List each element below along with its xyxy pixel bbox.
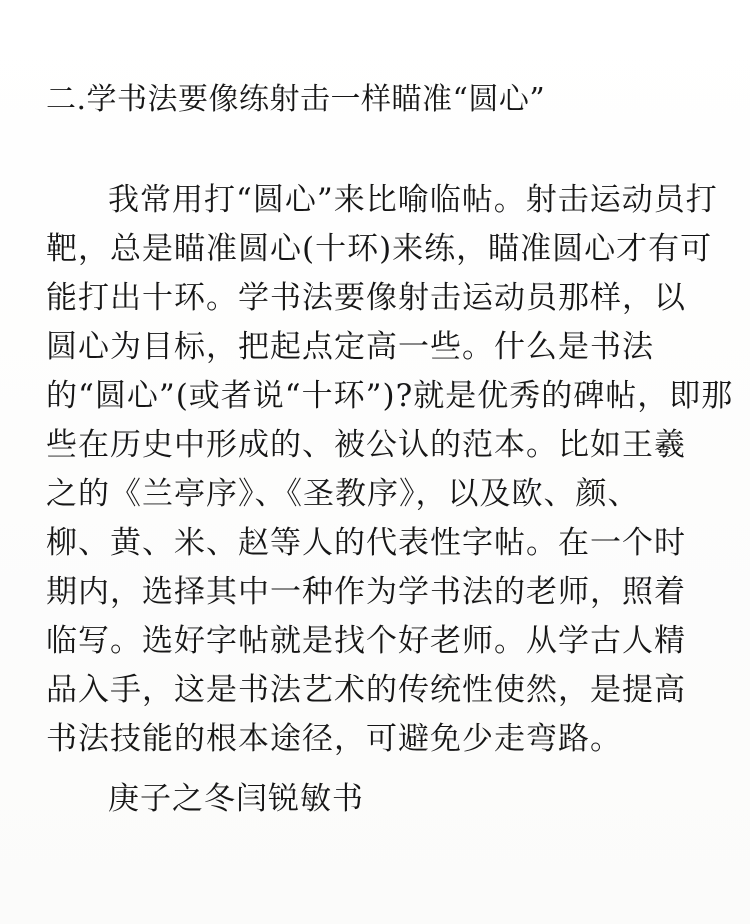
body-line-4: 圆心为目标，把起点定高一些。什么是书法 (46, 329, 654, 365)
body-line-5: 的“圆心”(或者说“十环”)?就是优秀的碑帖，即那 (46, 378, 734, 414)
body-line-9: 期内，选择其中一种作为学书法的老师，照着 (46, 574, 686, 610)
body-line-1: 我常用打“圆心”来比喻临帖。射击运动员打 (108, 182, 718, 218)
body-line-12: 书法技能的根本途径，可避免少走弯路。 (46, 721, 622, 757)
body-line-7: 之的《兰亭序》、《圣教序》，以及欧、颜、 (46, 476, 640, 512)
body-line-3: 能打出十环。学书法要像射击运动员那样，以 (46, 280, 686, 316)
body-line-6: 些在历史中形成的、被公认的范本。比如王羲 (46, 427, 686, 463)
body-line-11: 品入手，这是书法艺术的传统性使然，是提高 (46, 672, 686, 708)
signature-line: 庚子之冬闫锐敏书 (108, 781, 364, 817)
body-line-8: 柳、黄、米、赵等人的代表性字帖。在一个时 (46, 525, 686, 561)
body-line-10: 临写。选好字帖就是找个好老师。从学古人精 (46, 623, 686, 659)
body-line-2: 靶，总是瞄准圆心(十环)来练，瞄准圆心才有可 (46, 231, 713, 267)
section-heading: 二.学书法要像练射击一样瞄准“圆心” (46, 82, 546, 117)
